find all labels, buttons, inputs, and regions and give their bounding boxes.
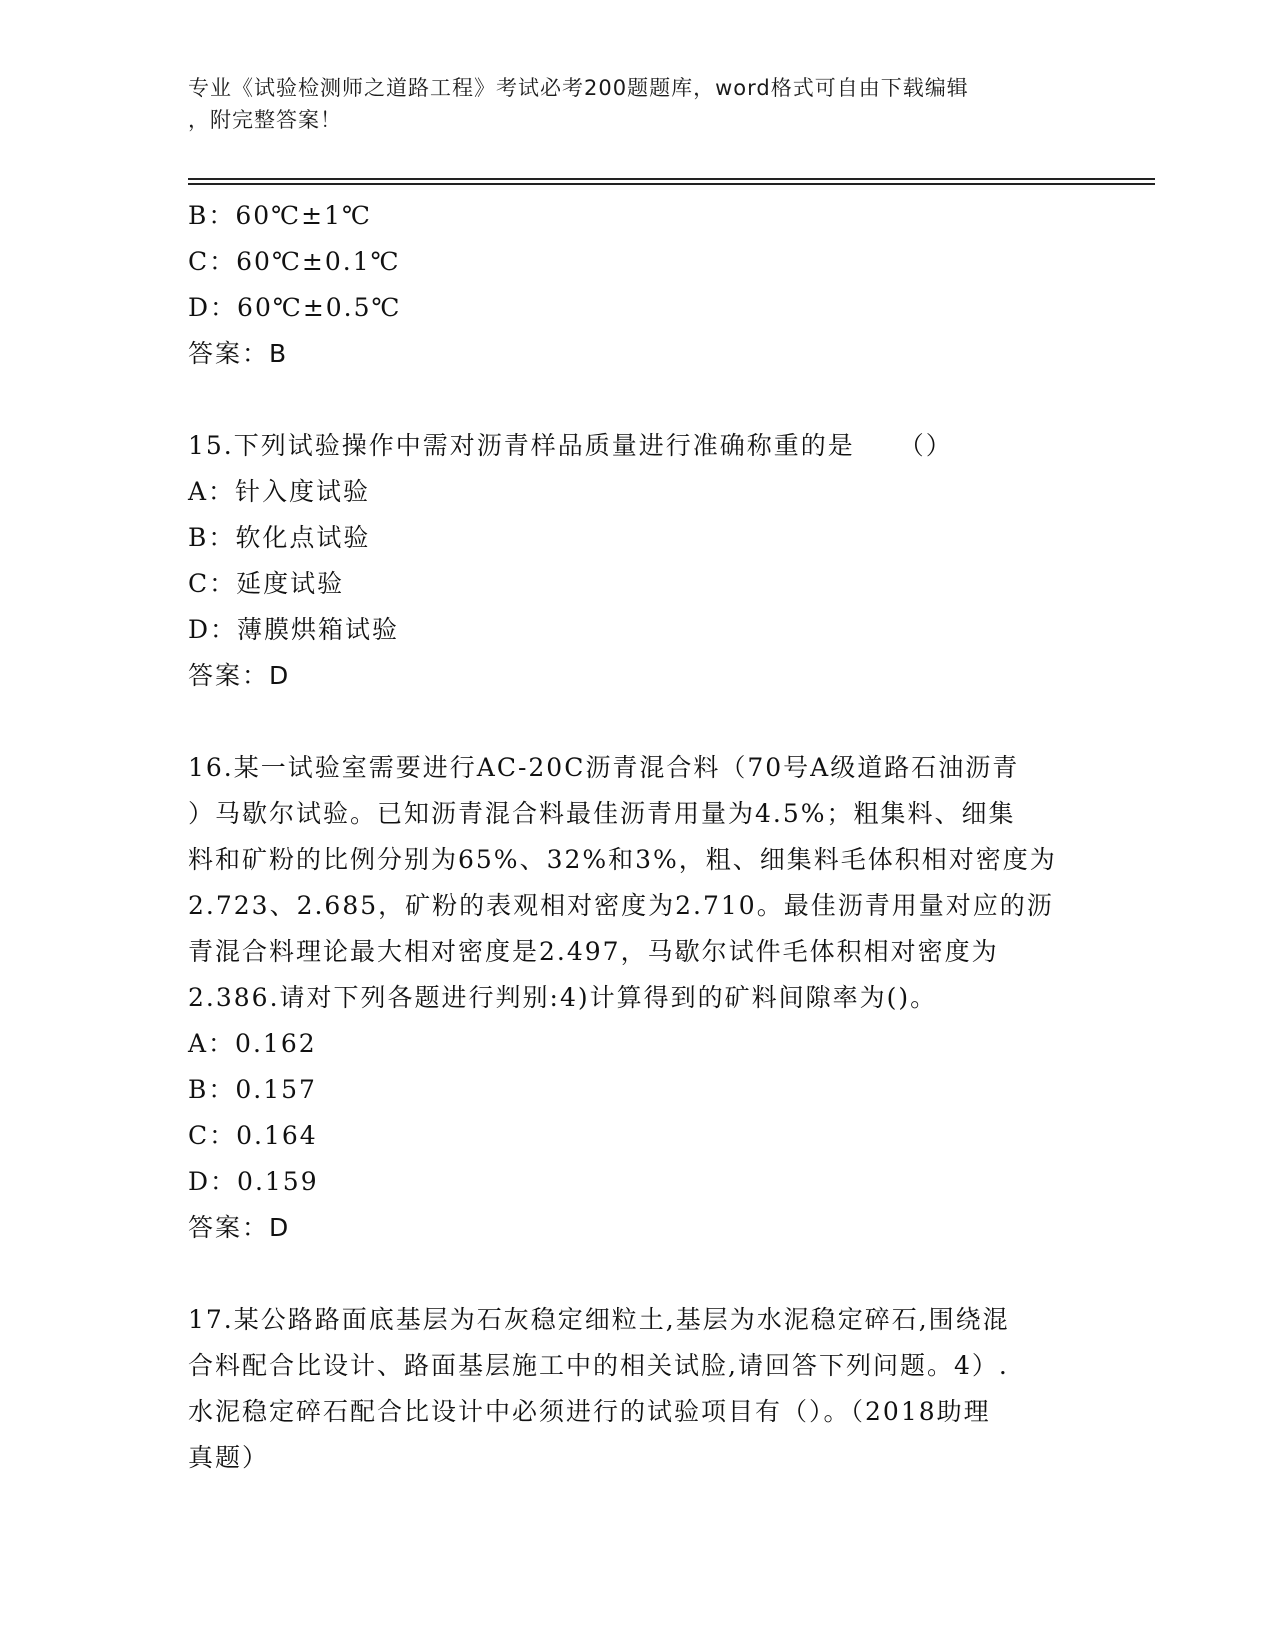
option-b: B：软化点试验 bbox=[188, 523, 371, 552]
answer-bracket: （） bbox=[898, 431, 953, 460]
option-d: D：薄膜烘箱试验 bbox=[188, 615, 400, 644]
option-a: A：0.162 bbox=[188, 1029, 317, 1058]
question-content bbox=[188, 193, 1088, 1481]
option-b: B：60℃±1℃ bbox=[188, 201, 372, 230]
header-line-2: ，附完整答案！ bbox=[188, 108, 342, 132]
option-b: B：0.157 bbox=[188, 1075, 317, 1104]
question-gap bbox=[188, 377, 1088, 423]
question-16 bbox=[188, 745, 1088, 1251]
option-c: C：延度试验 bbox=[188, 569, 345, 598]
previous-question bbox=[188, 193, 1088, 377]
option-d: D：60℃±0.5℃ bbox=[188, 293, 402, 322]
question-stem-line: 真题） bbox=[188, 1443, 270, 1472]
question-stem-line: 料和矿粉的比例分别为65%、32%和3%，粗、细集料毛体积相对密度为 bbox=[188, 845, 1057, 874]
header-divider-top bbox=[188, 178, 1155, 180]
header-divider-bottom bbox=[188, 183, 1155, 185]
answer: 答案：D bbox=[188, 1213, 291, 1242]
question-gap bbox=[188, 699, 1088, 745]
option-c: C：0.164 bbox=[188, 1121, 318, 1150]
header-line-1: 专业《试验检测师之道路工程》考试必考200题题库，word格式可自由下载编辑 bbox=[188, 76, 969, 100]
question-stem-line: 青混合料理论最大相对密度是2.497，马歇尔试件毛体积相对密度为 bbox=[188, 937, 999, 966]
question-stem-line: 2.386.请对下列各题进行判别:4)计算得到的矿料间隙率为()。 bbox=[188, 983, 938, 1012]
answer: 答案：D bbox=[188, 661, 291, 690]
question-stem-line: 17.某公路路面底基层为石灰稳定细粒土,基层为水泥稳定碎石,围绕混 bbox=[188, 1305, 1010, 1334]
question-stem bbox=[188, 423, 1088, 469]
question-17 bbox=[188, 1297, 1088, 1481]
question-stem-line: 水泥稳定碎石配合比设计中必须进行的试验项目有（）。（2018助理 bbox=[188, 1397, 991, 1426]
option-d: D：0.159 bbox=[188, 1167, 319, 1196]
answer: 答案：B bbox=[188, 339, 289, 368]
question-gap bbox=[188, 1251, 1088, 1297]
question-stem-line: 16.某一试验室需要进行AC-20C沥青混合料（70号A级道路石油沥青 bbox=[188, 753, 1020, 782]
question-stem-line: 2.723、2.685，矿粉的表观相对密度为2.710。最佳沥青用量对应的沥 bbox=[188, 891, 1054, 920]
option-a: A：针入度试验 bbox=[188, 477, 371, 506]
document-header bbox=[188, 72, 1078, 136]
question-15 bbox=[188, 423, 1088, 699]
option-c: C：60℃±0.1℃ bbox=[188, 247, 401, 276]
question-stem-text: 15.下列试验操作中需对沥青样品质量进行准确称重的是 bbox=[188, 431, 855, 460]
question-stem-line: ）马歇尔试验。已知沥青混合料最佳沥青用量为4.5%；粗集料、细集 bbox=[188, 799, 1016, 828]
question-stem-line: 合料配合比设计、路面基层施工中的相关试脸,请回答下列问题。4）. bbox=[188, 1351, 1009, 1380]
